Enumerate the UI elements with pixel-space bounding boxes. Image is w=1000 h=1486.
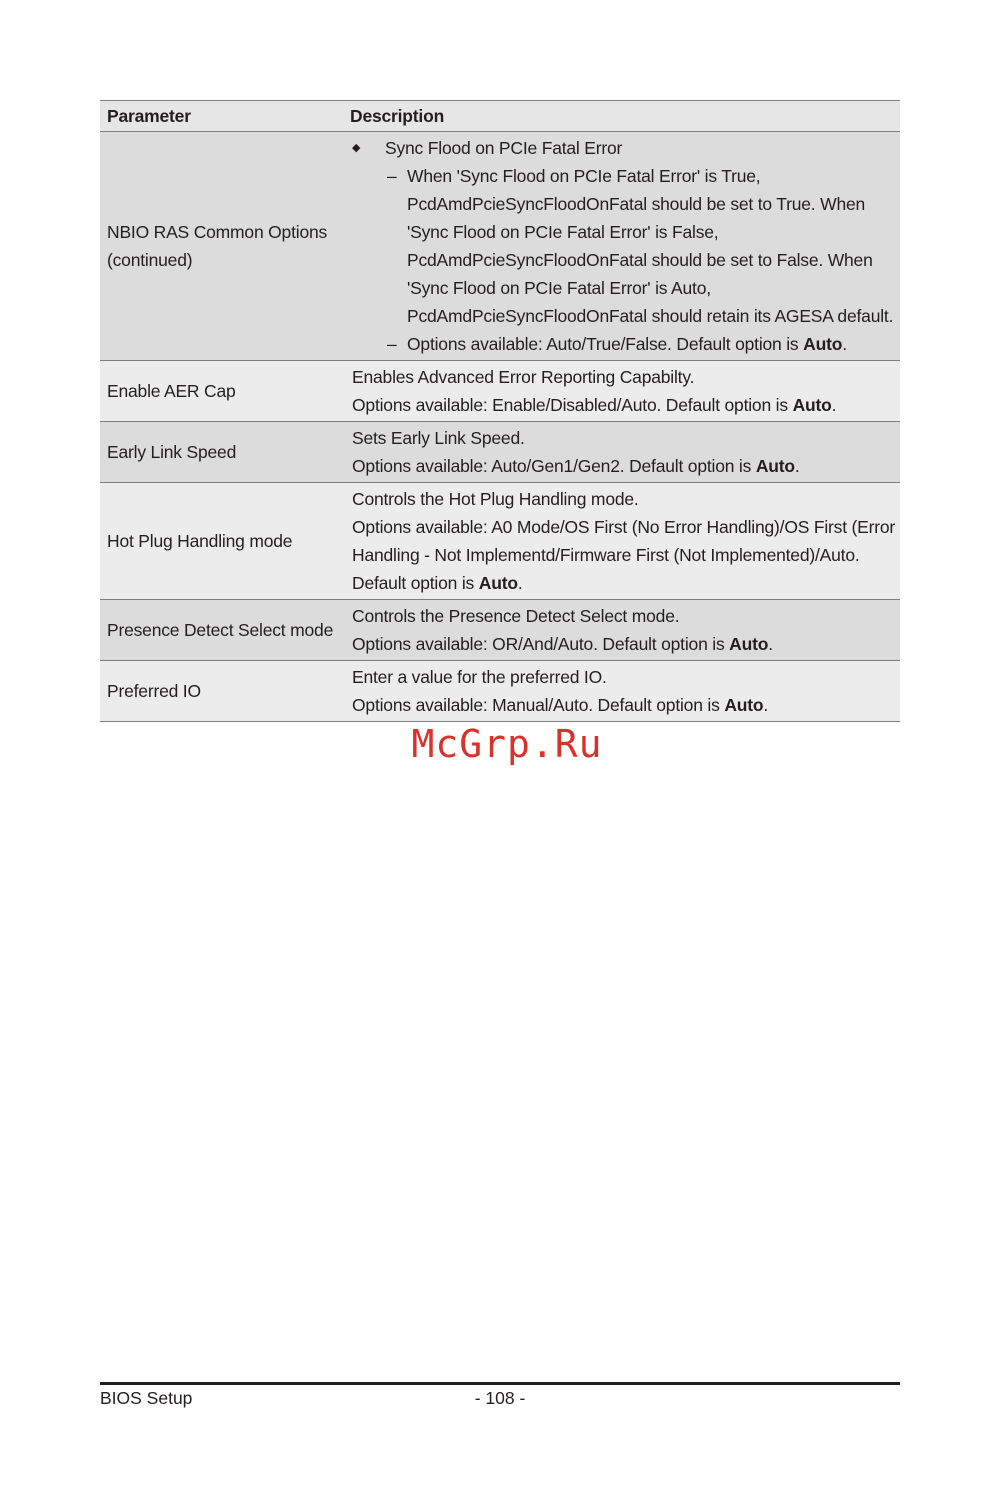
dash-marker: – <box>387 166 397 186</box>
param-name-continued: (continued) <box>107 250 193 270</box>
param-cell <box>100 132 343 361</box>
param-cell: Preferred IO <box>100 661 343 722</box>
default-line <box>352 569 896 597</box>
desc-cell <box>343 661 900 722</box>
param-cell: Enable AER Cap <box>100 361 343 422</box>
table-header-row <box>100 101 900 132</box>
options-text: Options available: Manual/Auto. Default option is <box>352 695 725 715</box>
dash-item <box>350 330 896 358</box>
options-text: Options available: Auto/Gen1/Gen2. Default option is <box>352 456 756 476</box>
table-row-preferred-io <box>100 661 900 722</box>
options-text: Options available: Enable/Disabled/Auto. Default option is <box>352 395 793 415</box>
desc-line: Controls the Presence Detect Select mode. <box>352 606 680 626</box>
desc-cell <box>343 483 900 600</box>
period: . <box>768 634 773 654</box>
period: . <box>517 573 523 593</box>
period: . <box>842 334 847 354</box>
parameter-table <box>100 100 900 722</box>
options-line <box>352 452 896 480</box>
footer-divider <box>100 1382 900 1385</box>
desc-line: Enter a value for the preferred IO. <box>352 667 607 687</box>
options-line: Options available: A0 Mode/OS First (No Error Handling)/OS First (Error Handling - Not Implementd/Firmware First (Not Implemented)/Auto. <box>352 517 896 565</box>
desc-line: Enables Advanced Error Reporting Capabilty. <box>352 367 695 387</box>
period: . <box>763 695 769 715</box>
table-row-enable-aer-cap <box>100 361 900 422</box>
page-number: - 108 - <box>474 1388 526 1408</box>
period: . <box>831 395 837 415</box>
desc-cell <box>343 132 900 361</box>
options-text: Options available: Auto/True/False. Default option is <box>407 334 804 354</box>
footer-section-title: BIOS Setup <box>100 1388 193 1408</box>
header-parameter: Parameter <box>100 101 343 132</box>
dash-marker: – <box>387 334 397 354</box>
watermark: McGrp.Ru <box>411 722 603 766</box>
options-line <box>352 391 896 419</box>
param-cell: Hot Plug Handling mode <box>100 483 343 600</box>
desc-cell <box>343 361 900 422</box>
options-line <box>352 630 896 658</box>
table-row-early-link-speed <box>100 422 900 483</box>
table-row-nbio-ras <box>100 132 900 361</box>
desc-line: Sets Early Link Speed. <box>352 428 525 448</box>
bullet-title: Sync Flood on PCIe Fatal Error <box>385 138 623 158</box>
param-name: NBIO RAS Common Options <box>107 222 328 242</box>
desc-line: Controls the Hot Plug Handling mode. <box>352 489 639 509</box>
table-row-hot-plug-handling <box>100 483 900 600</box>
default-value: Auto <box>478 573 518 593</box>
options-text: Options available: OR/And/Auto. Default option is <box>352 634 730 654</box>
default-value: Auto <box>803 334 843 354</box>
options-line <box>352 691 896 719</box>
header-description: Description <box>343 101 900 132</box>
param-cell: Presence Detect Select mode <box>100 600 343 661</box>
default-value: Auto <box>792 395 832 415</box>
period: . <box>794 456 800 476</box>
dash-text: When 'Sync Flood on PCIe Fatal Error' is True, PcdAmdPcieSyncFloodOnFatal should be set to True. When 'Sync Flood on PCIe Fatal Error' is False, PcdAmdPcieSyncFloodOnFatal should be set to False. When 'Sync Flood on PCIe Fatal Error' is Auto, PcdAmdPcieSyncFloodOnFatal should retain its AGESA default. <box>407 166 894 326</box>
diamond-bullet-icon: ◆ <box>352 142 361 154</box>
param-cell: Early Link Speed <box>100 422 343 483</box>
default-value: Auto <box>724 695 764 715</box>
desc-cell <box>343 600 900 661</box>
table-row-presence-detect <box>100 600 900 661</box>
default-text: Default option is <box>352 573 479 593</box>
default-value: Auto <box>755 456 795 476</box>
dash-item <box>350 162 896 330</box>
bullet-item <box>350 134 896 162</box>
desc-cell <box>343 422 900 483</box>
default-value: Auto <box>729 634 769 654</box>
